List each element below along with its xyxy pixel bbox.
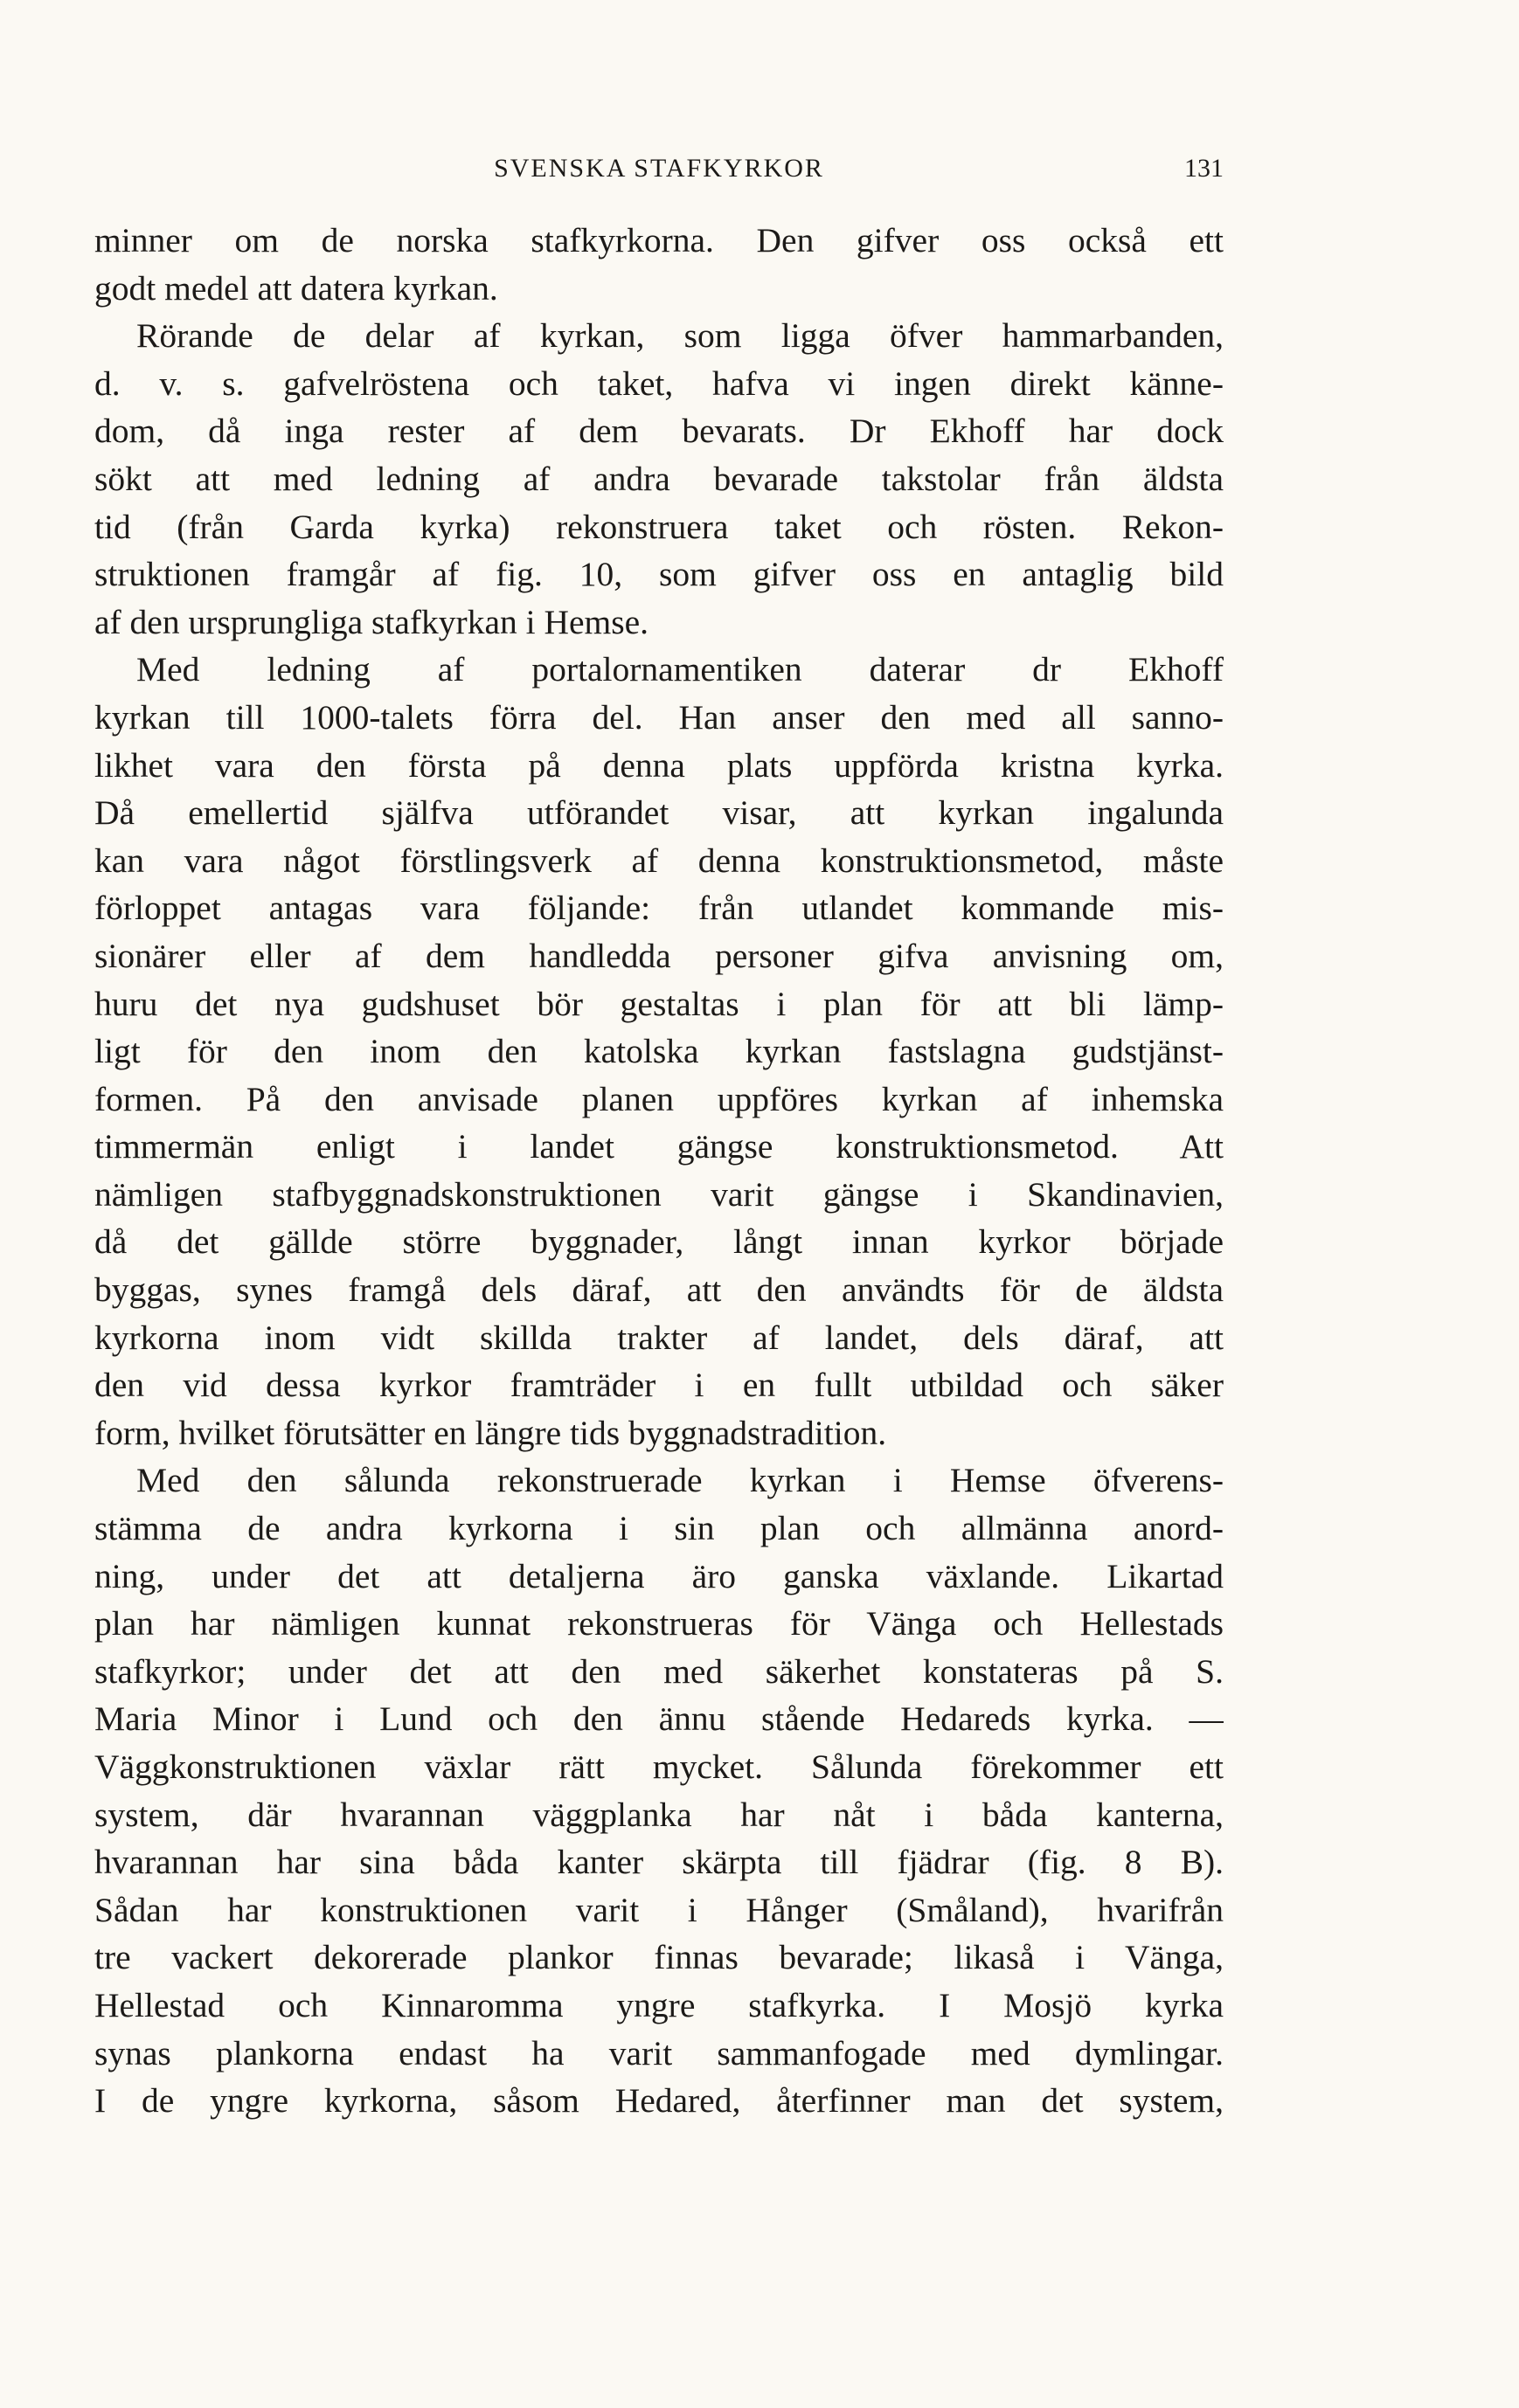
- text-line: hvarannan har sina båda kanter skärpta till fjädrar (fig. 8 B).: [94, 1843, 1224, 1882]
- text-line: förloppet antagas vara följande: från utlandet kommande mis-: [94, 889, 1224, 928]
- text-line: formen. På den anvisade planen uppföres kyrkan af inhemska: [94, 1079, 1224, 1118]
- text-line: minner om de norska stafkyrkorna. Den gifver oss också ett: [94, 221, 1224, 259]
- text-line: godt medel att datera kyrkan.: [94, 268, 498, 308]
- text-line: timmermän enligt i landet gängse konstruktionsmetod. Att: [94, 1127, 1224, 1166]
- text-line: system, där hvarannan väggplanka har nåt i båda kanterna,: [94, 1795, 1224, 1834]
- text-line: sionärer eller af dem handledda personer gifva anvisning om,: [94, 936, 1224, 975]
- text-line: d. v. s. gafvelröstena och taket, hafva vi ingen direkt känne-: [94, 363, 1224, 403]
- text-line: Rörande de delar af kyrkan, som ligga öfver hammarbanden,: [136, 316, 1224, 356]
- text-line: nämligen stafbyggnadskonstruktionen varit gängse i Skandinavien,: [94, 1174, 1224, 1214]
- text-line: synas plankorna endast ha varit sammanfogade med dymlingar.: [94, 2033, 1224, 2072]
- text-line: ligt för den inom den katolska kyrkan fastslagna gudstjänst-: [94, 1032, 1224, 1071]
- text-line: tid (från Garda kyrka) rekonstruera taket och rösten. Rekon-: [94, 507, 1224, 546]
- text-line: den vid dessa kyrkor framträder i en fullt utbildad och säker: [94, 1366, 1224, 1405]
- text-line: form, hvilket förutsätter en längre tids byggnadstradition.: [94, 1413, 887, 1452]
- text-line: byggas, synes framgå dels däraf, att den användts för de äldsta: [94, 1270, 1224, 1310]
- text-line: struktionen framgår af fig. 10, som gifver oss en antaglig bild: [94, 555, 1224, 594]
- text-line: Väggkonstruktionen växlar rätt mycket. Sålunda förekommer ett: [94, 1747, 1224, 1786]
- text-line: huru det nya gudshuset bör gestaltas i plan för att bli lämp-: [94, 984, 1224, 1023]
- text-line: sökt att med ledning af andra bevarade takstolar från äldsta: [94, 459, 1224, 498]
- page-number: 131: [1184, 154, 1224, 183]
- text-line: kan vara något förstlingsverk af denna konstruktionsmetod, måste: [94, 841, 1224, 880]
- text-line: Hellestad och Kinnaromma yngre stafkyrka. I Mosjö kyrka: [94, 1985, 1224, 2024]
- text-line: då det gällde större byggnader, långt innan kyrkor började: [94, 1222, 1224, 1262]
- text-line: Maria Minor i Lund och den ännu stående Hedareds kyrka. —: [94, 1699, 1224, 1739]
- text-line: likhet vara den första på denna plats uppförda kristna kyrka.: [94, 745, 1224, 785]
- text-line: ning, under det att detaljerna äro ganska växlande. Likartad: [94, 1556, 1224, 1595]
- text-line: stämma de andra kyrkorna i sin plan och allmänna anord-: [94, 1509, 1224, 1548]
- text-line: dom, då inga rester af dem bevarats. Dr Ekhoff har dock: [94, 412, 1224, 451]
- text-line: stafkyrkor; under det att den med säkerhet konstateras på S.: [94, 1651, 1224, 1691]
- text-line: af den ursprungliga stafkyrkan i Hemse.: [94, 602, 649, 641]
- text-line: Med den sålunda rekonstruerade kyrkan i Hemse öfverens-: [136, 1461, 1224, 1500]
- text-line: kyrkorna inom vidt skillda trakter af landet, dels däraf, att: [94, 1318, 1224, 1357]
- text-line: Då emellertid själfva utförandet visar, att kyrkan ingalunda: [94, 793, 1224, 833]
- text-line: Med ledning af portalornamentiken daterar dr Ekhoff: [136, 650, 1224, 689]
- running-title: SVENSKA STAFKYRKOR: [494, 154, 824, 183]
- body-text: [94, 217, 1224, 2125]
- running-head: [94, 149, 1224, 192]
- text-line: tre vackert dekorerade plankor finnas bevarade; likaså i Vänga,: [94, 1938, 1224, 1977]
- text-line: plan har nämligen kunnat rekonstrueras för Vänga och Hellestads: [94, 1604, 1224, 1643]
- text-line: Sådan har konstruktionen varit i Hånger (Småland), hvarifrån: [94, 1890, 1224, 1929]
- text-line: kyrkan till 1000-talets förra del. Han anser den med all sanno-: [94, 697, 1224, 737]
- text-line: I de yngre kyrkorna, såsom Hedared, återfinner man det system,: [94, 2081, 1224, 2121]
